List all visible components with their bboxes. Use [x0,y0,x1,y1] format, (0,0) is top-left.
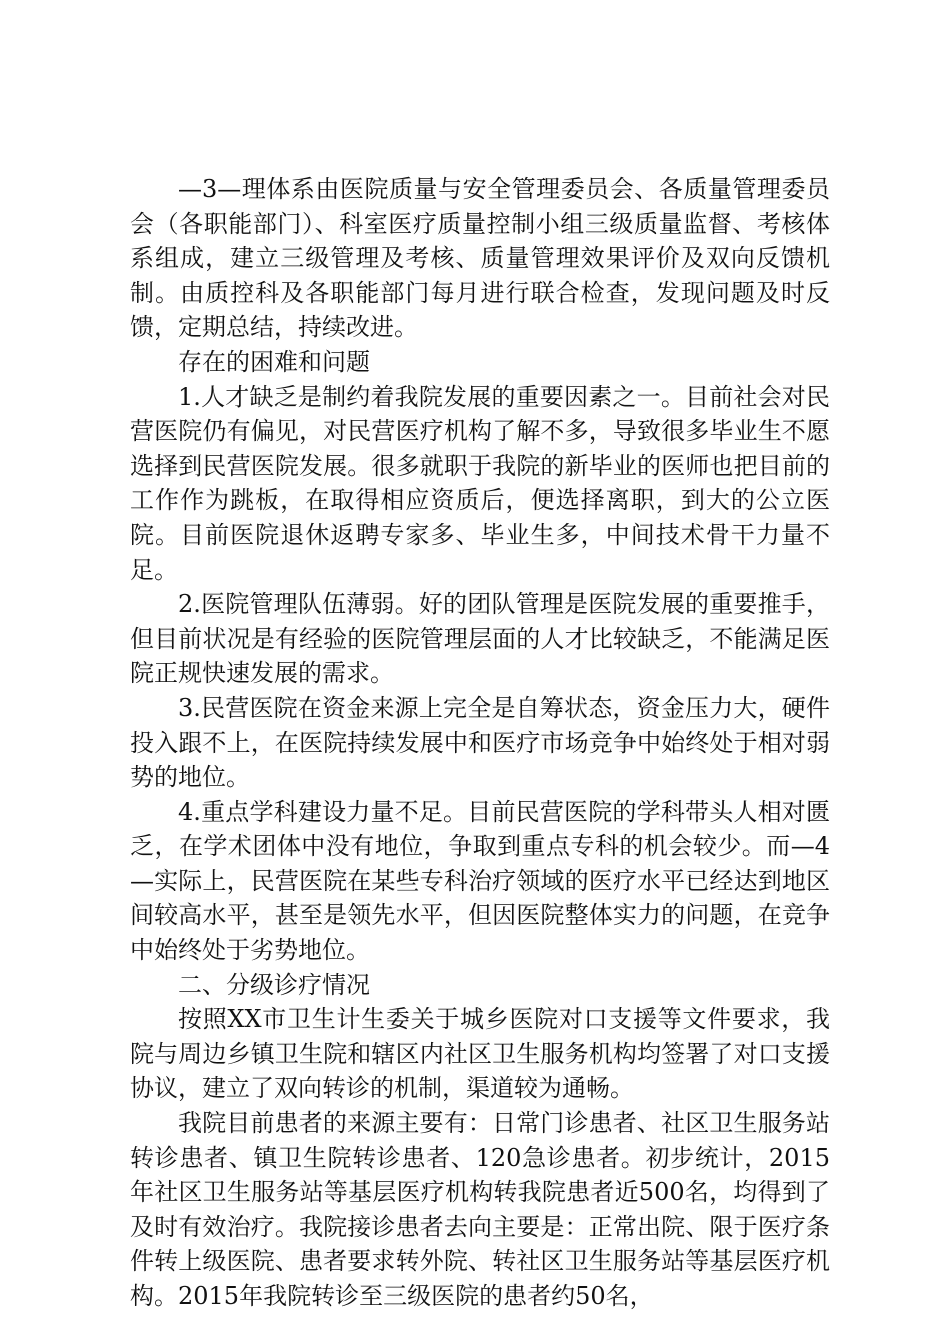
paragraph-patient-sources: 我院目前患者的来源主要有：日常门诊患者、社区卫生服务站转诊患者、镇卫生院转诊患者、120急诊患者。初步统计，2015年社区卫生服务站等基层医疗机构转我院患者近500名，均得到了及时有效治疗。我院接诊患者去向主要是：正常出院、限于医疗条件转上级医院、患者要求转外院、转社区卫生服务站等基层医疗机构。2015年我院转诊至三级医院的患者约50名， [130,1109,830,1310]
paragraph-funding: 3.民营医院在资金来源上完全是自筹状态，资金压力大，硬件投入跟不上，在医院持续发展中和医疗市场竞争中始终处于相对弱势的地位。 [130,693,830,792]
paragraph-key-disciplines: 4.重点学科建设力量不足。目前民营医院的学科带头人相对匮乏，在学术团体中没有地位，争取到重点专科的机会较少。而—4—实际上，民营医院在某些专科治疗领域的医疗水平已经达到地区间较高水平，甚至是领先水平，但因医院整体实力的问题，在竞争中始终处于劣势地位。 [130,797,830,965]
paragraph-management-team: 2.医院管理队伍薄弱。好的团队管理是医院发展的重要推手，但目前状况是有经验的医院管理层面的人才比较缺乏，不能满足医院正规快速发展的需求。 [130,590,830,688]
paragraph-talent-shortage: 1.人才缺乏是制约着我院发展的重要因素之一。目前社会对民营医院仍有偏见，对民营医疗机构了解不多，导致很多毕业生不愿选择到民营医院发展。很多就职于我院的新毕业的医师也把目前的工作作为跳板，在取得相应资质后，便选择离职，到大的公立医院。目前医院退休返聘专家多、毕业生多，中间技术骨干力量不足。 [130,382,830,584]
document-body [130,172,830,1314]
paragraph-counterpart-support: 按照XX市卫生计生委关于城乡医院对口支援等文件要求，我院与周边乡镇卫生院和辖区内社区卫生服务机构均签署了对口支援协议，建立了双向转诊的机制，渠道较为通畅。 [130,1005,830,1103]
heading-tiered-diagnosis: 二、分级诊疗情况 [178,970,370,999]
heading-difficulties: 存在的困难和问题 [178,347,370,376]
paragraph-quality-system: —3—理体系由医院质量与安全管理委员会、各质量管理委员会（各职能部门）、科室医疗质量控制小组三级质量监督、考核体系组成，建立三级管理及考核、质量管理效果评价及双向反馈机制。由质控科及各职能部门每月进行联合检查，发现问题及时反馈，定期总结，持续改进。 [130,175,830,342]
